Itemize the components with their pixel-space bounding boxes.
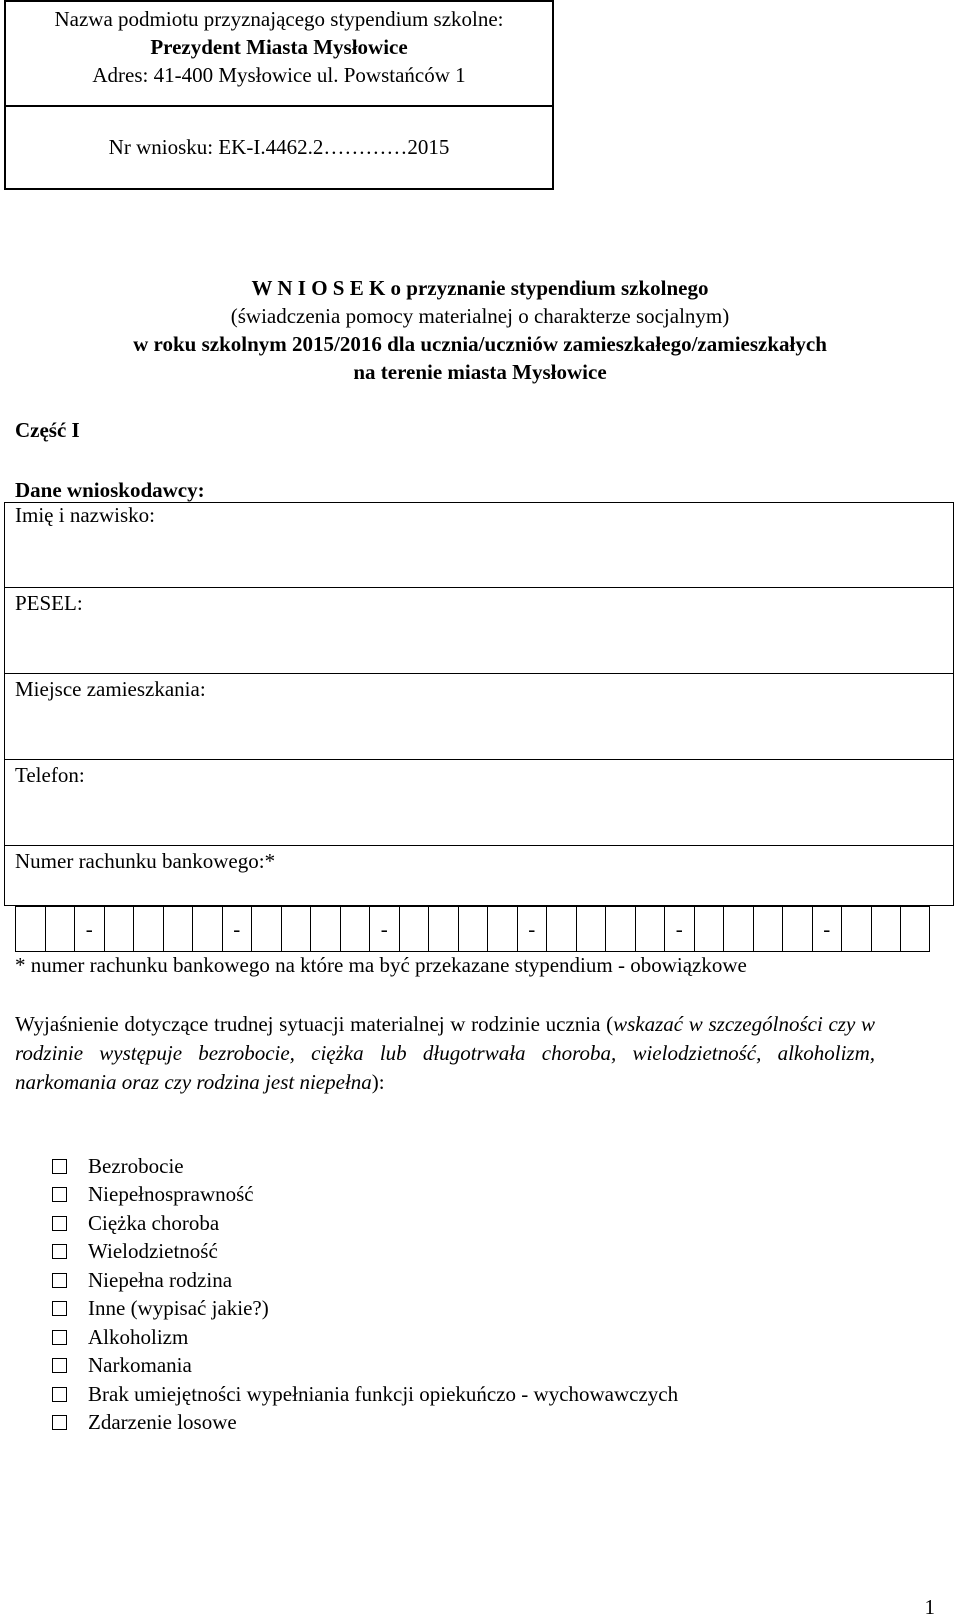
bank-digit-cell[interactable]	[900, 906, 930, 952]
checklist-label: Alkoholizm	[88, 1324, 189, 1349]
bank-digit-cell[interactable]	[458, 906, 488, 952]
checkbox[interactable]	[52, 1330, 67, 1345]
checkbox[interactable]	[52, 1216, 67, 1231]
bank-digit-cell[interactable]	[487, 906, 517, 952]
checkbox[interactable]	[52, 1415, 67, 1430]
bank-digit-cell[interactable]	[753, 906, 783, 952]
checkbox[interactable]	[52, 1301, 67, 1316]
situation-explanation	[15, 1010, 875, 1097]
bank-digit-cell[interactable]	[133, 906, 163, 952]
checklist-item	[52, 1323, 678, 1352]
pesel-field[interactable]	[4, 588, 954, 674]
bank-digit-cell[interactable]: -	[222, 906, 252, 952]
checkbox[interactable]	[52, 1187, 67, 1202]
bank-digit-cell[interactable]	[605, 906, 635, 952]
checklist-label: Niepełna rodzina	[88, 1267, 233, 1292]
bank-digit-cell[interactable]: -	[812, 906, 842, 952]
applicant-section-label: Dane wnioskodawcy:	[15, 478, 205, 502]
title-line-1: W N I O S E K o przyznanie stypendium szkolnego	[251, 276, 709, 300]
bank-digit-cell[interactable]	[310, 906, 340, 952]
checklist-label: Niepełnosprawność	[88, 1182, 254, 1207]
checklist-label: Brak umiejętności wypełniania funkcji opiekuńczo - wychowawczych	[88, 1381, 679, 1406]
explanation-italic: wskazać w szczególności czy w rodzinie występuje bezrobocie, ciężka lub długotrwała choroba, wielodzietność, alkoholizm, narkomania oraz czy rodzina jest niepełna	[15, 1012, 875, 1094]
checklist-item	[52, 1409, 678, 1438]
bank-digit-cell[interactable]	[163, 906, 193, 952]
entity-label: Nazwa podmiotu przyznającego stypendium szkolne:	[54, 7, 504, 31]
bank-digit-cell[interactable]	[694, 906, 724, 952]
bank-digit-cell[interactable]	[635, 906, 665, 952]
field-label-phone: Telefon:	[15, 763, 85, 787]
bank-account-field[interactable]	[4, 846, 954, 906]
field-label-address: Miejsce zamieszkania:	[15, 677, 206, 701]
bank-digit-cell[interactable]: -	[517, 906, 547, 952]
checklist-item	[52, 1352, 678, 1381]
bank-digit-cell[interactable]	[281, 906, 311, 952]
part-label: Część I	[15, 418, 80, 442]
bank-digit-cell[interactable]	[104, 906, 134, 952]
checklist-label: Zdarzenie losowe	[88, 1410, 237, 1435]
bank-footnote: * numer rachunku bankowego na które ma być przekazane stypendium - obowiązkowe	[15, 953, 747, 977]
bank-digit-cell[interactable]	[15, 906, 45, 952]
bank-digit-cell[interactable]	[723, 906, 753, 952]
situation-checklist	[52, 1152, 678, 1437]
checklist-item	[52, 1238, 678, 1267]
entity-section	[6, 2, 552, 107]
explanation-tail: ):	[371, 1070, 385, 1094]
checkbox[interactable]	[52, 1244, 67, 1259]
bank-digit-cell[interactable]	[251, 906, 281, 952]
checklist-label: Ciężka choroba	[88, 1210, 220, 1235]
field-label-pesel: PESEL:	[15, 591, 83, 615]
entity-name: Prezydent Miasta Mysłowice	[150, 35, 408, 59]
bank-digit-cell[interactable]	[340, 906, 370, 952]
bank-digit-cell[interactable]: -	[74, 906, 104, 952]
bank-digit-cell[interactable]	[45, 906, 75, 952]
checklist-item	[52, 1380, 678, 1409]
bank-digit-cell[interactable]	[576, 906, 606, 952]
checkbox[interactable]	[52, 1159, 67, 1174]
checkbox[interactable]	[52, 1358, 67, 1373]
checklist-item	[52, 1181, 678, 1210]
bank-digit-cell[interactable]	[546, 906, 576, 952]
document-title	[0, 274, 960, 386]
bank-digit-cell[interactable]: -	[664, 906, 694, 952]
checklist-label: Bezrobocie	[88, 1153, 184, 1178]
bank-digit-cell[interactable]	[782, 906, 812, 952]
bank-digit-cell[interactable]	[399, 906, 429, 952]
checklist-item	[52, 1209, 678, 1238]
page-number: 1	[924, 1595, 935, 1619]
address-field[interactable]	[4, 674, 954, 760]
title-line-2: (świadczenia pomocy materialnej o charakterze socjalnym)	[230, 304, 730, 328]
field-label-name: Imię i nazwisko:	[15, 503, 155, 527]
checklist-label: Narkomania	[88, 1353, 192, 1378]
title-line-4: na terenie miasta Mysłowice	[353, 360, 607, 384]
checkbox[interactable]	[52, 1273, 67, 1288]
field-label-bank: Numer rachunku bankowego:*	[15, 849, 276, 873]
bank-digit-cell[interactable]	[871, 906, 901, 952]
bank-digit-cell[interactable]	[841, 906, 871, 952]
checklist-item	[52, 1152, 678, 1181]
phone-field[interactable]	[4, 760, 954, 846]
bank-digit-cell[interactable]	[428, 906, 458, 952]
name-field[interactable]	[4, 502, 954, 588]
application-number: Nr wniosku: EK-I.4462.2…………2015	[108, 135, 450, 159]
title-line-3: w roku szkolnym 2015/2016 dla ucznia/uczniów zamieszkałego/zamieszkałych	[133, 332, 827, 356]
entity-address: Adres: 41-400 Mysłowice ul. Powstańców 1	[92, 63, 466, 87]
header-box	[4, 0, 554, 190]
checklist-item	[52, 1266, 678, 1295]
bank-digit-cell[interactable]: -	[369, 906, 399, 952]
explanation-lead: Wyjaśnienie dotyczące trudnej sytuacji materialnej w rodzinie ucznia (	[15, 1012, 614, 1036]
checklist-item	[52, 1295, 678, 1324]
bank-account-grid[interactable]	[15, 906, 930, 952]
bank-digit-cell[interactable]	[192, 906, 222, 952]
checklist-label: Wielodzietność	[88, 1239, 218, 1264]
checklist-label: Inne (wypisać jakie?)	[88, 1296, 269, 1321]
checkbox[interactable]	[52, 1387, 67, 1402]
